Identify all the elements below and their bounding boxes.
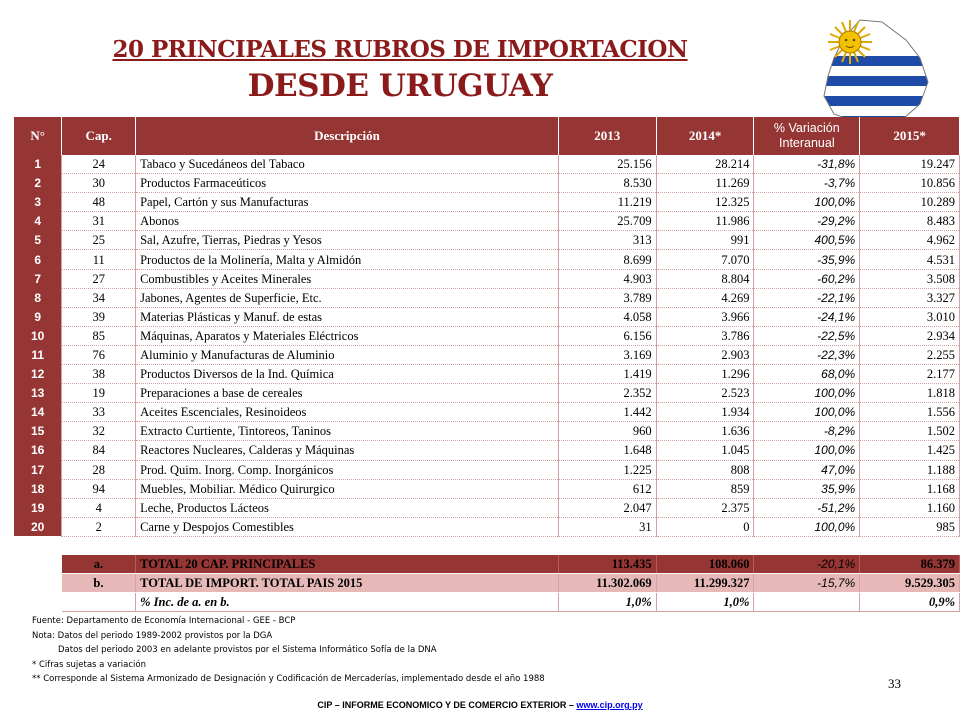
row-desc: Materias Plásticas y Manuf. de estas bbox=[136, 307, 559, 326]
row-cap: 25 bbox=[62, 231, 136, 250]
row-2013: 3.169 bbox=[558, 345, 656, 364]
header-cap: Cap. bbox=[62, 117, 136, 155]
row-2013: 3.789 bbox=[558, 288, 656, 307]
row-2013: 8.530 bbox=[558, 174, 656, 193]
header-desc: Descripción bbox=[136, 117, 559, 155]
row-2015: 8.483 bbox=[860, 212, 960, 231]
row-2013: 1.225 bbox=[558, 460, 656, 479]
row-cap: 34 bbox=[62, 288, 136, 307]
header-variacion: % Variación Interanual bbox=[754, 117, 860, 155]
row-var: 47,0% bbox=[754, 460, 860, 479]
row-num: 1 bbox=[14, 155, 62, 174]
row-2015: 10.289 bbox=[860, 193, 960, 212]
row-desc: Máquinas, Aparatos y Materiales Eléctricos bbox=[136, 326, 559, 345]
total-a-2015: 86.379 bbox=[860, 555, 960, 574]
row-desc: Aluminio y Manufacturas de Aluminio bbox=[136, 345, 559, 364]
table-row bbox=[14, 498, 960, 517]
row-cap: 39 bbox=[62, 307, 136, 326]
row-num: 2 bbox=[14, 174, 62, 193]
row-2014: 4.269 bbox=[656, 288, 754, 307]
row-cap: 28 bbox=[62, 460, 136, 479]
row-num: 13 bbox=[14, 384, 62, 403]
footer bbox=[0, 700, 960, 710]
row-cap: 27 bbox=[62, 269, 136, 288]
row-desc: Jabones, Agentes de Superficie, Etc. bbox=[136, 288, 559, 307]
row-cap: 19 bbox=[62, 384, 136, 403]
incidence-row bbox=[14, 593, 960, 612]
row-var: -3,7% bbox=[754, 174, 860, 193]
row-desc: Reactores Nucleares, Calderas y Máquinas bbox=[136, 441, 559, 460]
row-2014: 11.986 bbox=[656, 212, 754, 231]
table-row bbox=[14, 479, 960, 498]
row-num: 11 bbox=[14, 345, 62, 364]
row-num: 3 bbox=[14, 193, 62, 212]
row-cap: 38 bbox=[62, 365, 136, 384]
row-desc: Muebles, Mobiliar. Médico Quirurgico bbox=[136, 479, 559, 498]
row-num: 19 bbox=[14, 498, 62, 517]
row-cap: 84 bbox=[62, 441, 136, 460]
row-2013: 1.442 bbox=[558, 403, 656, 422]
row-2015: 10.856 bbox=[860, 174, 960, 193]
row-2013: 4.903 bbox=[558, 269, 656, 288]
row-2015: 4.962 bbox=[860, 231, 960, 250]
row-2013: 960 bbox=[558, 422, 656, 441]
row-var: -29,2% bbox=[754, 212, 860, 231]
title-line2: DESDE URUGUAY bbox=[247, 68, 553, 104]
row-2015: 985 bbox=[860, 517, 960, 536]
row-2013: 8.699 bbox=[558, 250, 656, 269]
row-cap: 85 bbox=[62, 326, 136, 345]
total-b-label: b. bbox=[62, 573, 136, 592]
header-2014: 2014* bbox=[656, 117, 754, 155]
footer-link[interactable]: www.cip.org.py bbox=[576, 700, 643, 710]
row-cap: 2 bbox=[62, 517, 136, 536]
row-cap: 11 bbox=[62, 250, 136, 269]
row-2013: 31 bbox=[558, 517, 656, 536]
row-num: 16 bbox=[14, 441, 62, 460]
table-row bbox=[14, 155, 960, 174]
row-var: -8,2% bbox=[754, 422, 860, 441]
row-2015: 19.247 bbox=[860, 155, 960, 174]
row-var: 100,0% bbox=[754, 517, 860, 536]
row-2013: 25.709 bbox=[558, 212, 656, 231]
note-1: Nota: Datos del periodo 1989-2002 provistos por la DGA bbox=[32, 630, 273, 641]
row-desc: Productos Diversos de la Ind. Química bbox=[136, 365, 559, 384]
note-4: ** Corresponde al Sistema Armonizado de Designación y Codificación de Mercaderías, implementado desde el año 1988 bbox=[32, 674, 545, 684]
row-cap: 30 bbox=[62, 174, 136, 193]
row-var: -51,2% bbox=[754, 498, 860, 517]
table-row bbox=[14, 269, 960, 288]
row-var: 100,0% bbox=[754, 403, 860, 422]
header-2015: 2015* bbox=[860, 117, 960, 155]
row-2014: 1.636 bbox=[656, 422, 754, 441]
row-num: 7 bbox=[14, 269, 62, 288]
row-num: 5 bbox=[14, 231, 62, 250]
row-2013: 25.156 bbox=[558, 155, 656, 174]
incidence-2013: 1,0% bbox=[558, 593, 656, 612]
header-2013: 2013 bbox=[558, 117, 656, 155]
row-2013: 2.047 bbox=[558, 498, 656, 517]
row-desc: Sal, Azufre, Tierras, Piedras y Yesos bbox=[136, 231, 559, 250]
row-2014: 11.269 bbox=[656, 174, 754, 193]
row-2014: 808 bbox=[656, 460, 754, 479]
row-cap: 32 bbox=[62, 422, 136, 441]
row-2015: 1.168 bbox=[860, 479, 960, 498]
spacer-row bbox=[14, 536, 960, 555]
total-b-2015: 9.529.305 bbox=[860, 573, 960, 592]
row-desc: Productos Farmaceúticos bbox=[136, 174, 559, 193]
table-row bbox=[14, 403, 960, 422]
table-row bbox=[14, 288, 960, 307]
row-2014: 12.325 bbox=[656, 193, 754, 212]
notes-block bbox=[32, 614, 545, 687]
row-2014: 2.903 bbox=[656, 345, 754, 364]
imports-table bbox=[14, 117, 960, 612]
row-2014: 3.786 bbox=[656, 326, 754, 345]
row-cap: 94 bbox=[62, 479, 136, 498]
title-line1: 20 PRINCIPALES RUBROS DE IMPORTACION bbox=[112, 36, 688, 63]
row-var: 68,0% bbox=[754, 365, 860, 384]
table-row bbox=[14, 193, 960, 212]
incidence-2015: 0,9% bbox=[860, 593, 960, 612]
row-cap: 33 bbox=[62, 403, 136, 422]
row-2013: 6.156 bbox=[558, 326, 656, 345]
header-num: N° bbox=[14, 117, 62, 155]
row-2015: 4.531 bbox=[860, 250, 960, 269]
total-a-row bbox=[14, 555, 960, 574]
row-desc: Papel, Cartón y sus Manufacturas bbox=[136, 193, 559, 212]
row-2015: 1.188 bbox=[860, 460, 960, 479]
total-b-2014: 11.299.327 bbox=[656, 573, 754, 592]
table-row bbox=[14, 460, 960, 479]
row-2014: 2.523 bbox=[656, 384, 754, 403]
table-row bbox=[14, 174, 960, 193]
row-var: -24,1% bbox=[754, 307, 860, 326]
row-2013: 2.352 bbox=[558, 384, 656, 403]
table-row bbox=[14, 441, 960, 460]
row-2013: 1.648 bbox=[558, 441, 656, 460]
row-desc: Productos de la Molinería, Malta y Almidón bbox=[136, 250, 559, 269]
row-cap: 24 bbox=[62, 155, 136, 174]
row-2015: 2.255 bbox=[860, 345, 960, 364]
row-cap: 48 bbox=[62, 193, 136, 212]
row-desc: Prod. Quim. Inorg. Comp. Inorgánicos bbox=[136, 460, 559, 479]
total-b-2013: 11.302.069 bbox=[558, 573, 656, 592]
row-2013: 4.058 bbox=[558, 307, 656, 326]
row-2015: 3.327 bbox=[860, 288, 960, 307]
row-num: 9 bbox=[14, 307, 62, 326]
total-b-desc: TOTAL DE IMPORT. TOTAL PAIS 2015 bbox=[136, 573, 559, 592]
row-2014: 1.296 bbox=[656, 365, 754, 384]
row-2013: 612 bbox=[558, 479, 656, 498]
row-2015: 1.556 bbox=[860, 403, 960, 422]
total-a-var: -20,1% bbox=[754, 555, 860, 574]
row-num: 12 bbox=[14, 365, 62, 384]
row-desc: Combustibles y Aceites Minerales bbox=[136, 269, 559, 288]
row-2013: 313 bbox=[558, 231, 656, 250]
table-row bbox=[14, 345, 960, 364]
row-2013: 1.419 bbox=[558, 365, 656, 384]
row-2014: 1.045 bbox=[656, 441, 754, 460]
row-var: 100,0% bbox=[754, 441, 860, 460]
row-var: -35,9% bbox=[754, 250, 860, 269]
row-2014: 859 bbox=[656, 479, 754, 498]
table-row bbox=[14, 517, 960, 536]
note-2: Datos del periodo 2003 en adelante provistos por el Sistema Informático Sofía de la DNA bbox=[58, 645, 437, 655]
row-num: 8 bbox=[14, 288, 62, 307]
row-desc: Leche, Productos Lácteos bbox=[136, 498, 559, 517]
row-2014: 3.966 bbox=[656, 307, 754, 326]
row-num: 6 bbox=[14, 250, 62, 269]
row-desc: Abonos bbox=[136, 212, 559, 231]
row-2015: 3.010 bbox=[860, 307, 960, 326]
page-number: 33 bbox=[888, 676, 901, 691]
uruguay-flag-map-icon bbox=[820, 18, 930, 128]
table-row bbox=[14, 250, 960, 269]
row-num: 4 bbox=[14, 212, 62, 231]
row-2014: 8.804 bbox=[656, 269, 754, 288]
row-2015: 3.508 bbox=[860, 269, 960, 288]
total-b-var: -15,7% bbox=[754, 573, 860, 592]
row-2015: 2.177 bbox=[860, 365, 960, 384]
row-2013: 11.219 bbox=[558, 193, 656, 212]
row-2015: 1.818 bbox=[860, 384, 960, 403]
row-2014: 2.375 bbox=[656, 498, 754, 517]
row-num: 15 bbox=[14, 422, 62, 441]
total-a-2013: 113.435 bbox=[558, 555, 656, 574]
row-2014: 7.070 bbox=[656, 250, 754, 269]
row-desc: Extracto Curtiente, Tintoreos, Taninos bbox=[136, 422, 559, 441]
footer-text: CIP – INFORME ECONOMICO Y DE COMERCIO EXTERIOR – bbox=[317, 700, 577, 710]
row-2014: 991 bbox=[656, 231, 754, 250]
row-num: 20 bbox=[14, 517, 62, 536]
table-row bbox=[14, 384, 960, 403]
note-fuente: Fuente: Departamento de Economía Internacional - GEE - BCP bbox=[32, 616, 296, 626]
row-desc: Tabaco y Sucedáneos del Tabaco bbox=[136, 155, 559, 174]
row-var: 100,0% bbox=[754, 193, 860, 212]
total-a-2014: 108.060 bbox=[656, 555, 754, 574]
row-num: 18 bbox=[14, 479, 62, 498]
table-header-row bbox=[14, 117, 960, 155]
row-cap: 4 bbox=[62, 498, 136, 517]
note-3: * Cifras sujetas a variación bbox=[32, 659, 146, 670]
total-a-desc: TOTAL 20 CAP. PRINCIPALES bbox=[136, 555, 559, 574]
row-var: -60,2% bbox=[754, 269, 860, 288]
incidence-desc: % Inc. de a. en b. bbox=[136, 593, 559, 612]
row-2015: 2.934 bbox=[860, 326, 960, 345]
row-var: -22,5% bbox=[754, 326, 860, 345]
row-2014: 28.214 bbox=[656, 155, 754, 174]
incidence-2014: 1,0% bbox=[656, 593, 754, 612]
table-row bbox=[14, 326, 960, 345]
row-desc: Preparaciones a base de cereales bbox=[136, 384, 559, 403]
total-b-row bbox=[14, 573, 960, 592]
row-var: 35,9% bbox=[754, 479, 860, 498]
row-var: -31,8% bbox=[754, 155, 860, 174]
row-desc: Aceites Escenciales, Resinoideos bbox=[136, 403, 559, 422]
row-2015: 1.502 bbox=[860, 422, 960, 441]
table-row bbox=[14, 231, 960, 250]
table-row bbox=[14, 365, 960, 384]
row-cap: 31 bbox=[62, 212, 136, 231]
row-2014: 0 bbox=[656, 517, 754, 536]
table-row bbox=[14, 212, 960, 231]
row-desc: Carne y Despojos Comestibles bbox=[136, 517, 559, 536]
row-cap: 76 bbox=[62, 345, 136, 364]
row-num: 17 bbox=[14, 460, 62, 479]
row-var: -22,1% bbox=[754, 288, 860, 307]
row-num: 14 bbox=[14, 403, 62, 422]
table-row bbox=[14, 307, 960, 326]
row-2015: 1.425 bbox=[860, 441, 960, 460]
row-var: 100,0% bbox=[754, 384, 860, 403]
row-var: 400,5% bbox=[754, 231, 860, 250]
row-num: 10 bbox=[14, 326, 62, 345]
row-var: -22,3% bbox=[754, 345, 860, 364]
total-a-label: a. bbox=[62, 555, 136, 574]
table-row bbox=[14, 422, 960, 441]
row-2015: 1.160 bbox=[860, 498, 960, 517]
row-2014: 1.934 bbox=[656, 403, 754, 422]
